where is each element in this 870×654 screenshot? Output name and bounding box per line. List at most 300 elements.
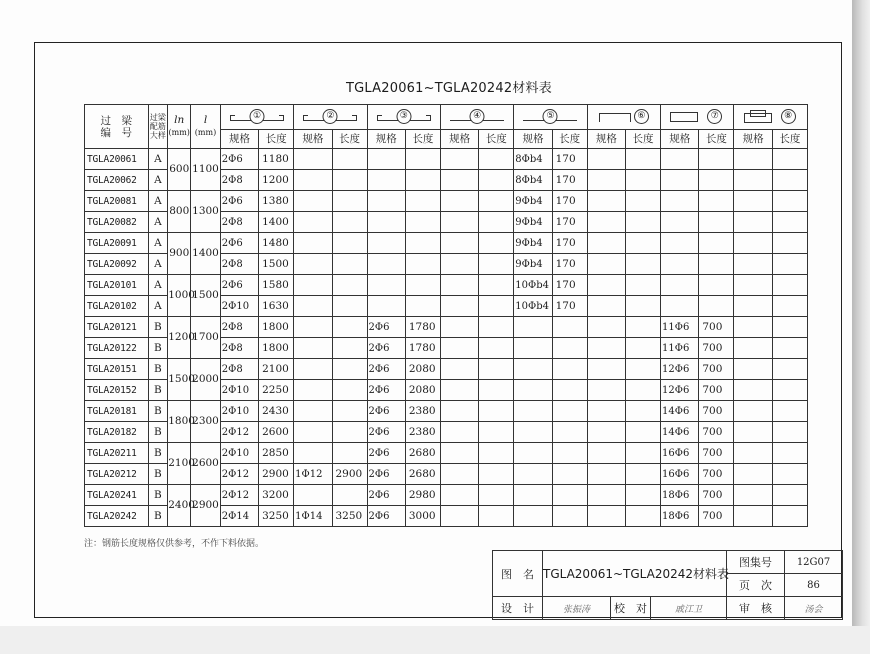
bar-length: [405, 149, 440, 170]
bar-length: [552, 464, 587, 485]
straight-hook-bar-icon: ③: [373, 110, 435, 124]
span-ln: 900: [168, 233, 191, 275]
bar-spec: [734, 359, 772, 380]
rebar-type: B: [148, 485, 168, 506]
bar-spec: 2Φ12: [220, 464, 258, 485]
bar-spec: [661, 212, 699, 233]
bar-length: 700: [699, 317, 734, 338]
scan-margin: [0, 626, 870, 654]
rebar-type: A: [148, 275, 168, 296]
span-ln: 1500: [168, 359, 191, 401]
span-l: 1100: [191, 149, 221, 191]
bar-length: [699, 191, 734, 212]
bar-spec: [440, 464, 478, 485]
bar-spec: [440, 149, 478, 170]
bar-spec: [734, 443, 772, 464]
header-length: 长度: [405, 130, 440, 149]
bar-spec: 2Φ6: [367, 506, 405, 527]
header-length: 长度: [479, 130, 514, 149]
rebar-type: B: [148, 506, 168, 527]
bar-spec: [734, 401, 772, 422]
bar-length: [626, 443, 661, 464]
table-row: [85, 359, 808, 380]
bar-length: [772, 359, 807, 380]
bar-spec: [294, 149, 332, 170]
bar-length: [626, 275, 661, 296]
bar-length: 700: [699, 485, 734, 506]
bar-spec: [440, 212, 478, 233]
bar-spec: [440, 275, 478, 296]
beam-code: TGLA20152: [85, 380, 149, 401]
bar-spec: [587, 506, 625, 527]
bar-spec: 11Φ6: [661, 317, 699, 338]
bar-length: [772, 275, 807, 296]
bar-spec: 2Φ10: [220, 380, 258, 401]
bar-spec: [294, 485, 332, 506]
bar-spec: 2Φ8: [220, 254, 258, 275]
bar-length: [479, 191, 514, 212]
bar-length: [479, 170, 514, 191]
bar-spec: [294, 170, 332, 191]
bar-spec: [734, 170, 772, 191]
span-l: 1700: [191, 317, 221, 359]
table-row: [85, 401, 808, 422]
beam-code: TGLA20242: [85, 506, 149, 527]
bar-spec: 2Φ6: [367, 317, 405, 338]
bar-length: [405, 170, 440, 191]
rebar-type: B: [148, 422, 168, 443]
bar-spec: [587, 191, 625, 212]
bar-length: 2850: [259, 443, 294, 464]
bar-length: [479, 233, 514, 254]
bar-length: [772, 296, 807, 317]
bar-spec: 2Φ6: [220, 191, 258, 212]
designer-signature: 张振涛: [543, 597, 611, 620]
bar-length: [332, 485, 367, 506]
bar-length: 3200: [259, 485, 294, 506]
bar-spec: 2Φ14: [220, 506, 258, 527]
bar-length: 1200: [259, 170, 294, 191]
bar-length: [626, 233, 661, 254]
bar-length: [405, 296, 440, 317]
bar-length: 1480: [259, 233, 294, 254]
bar-length: 170: [552, 233, 587, 254]
bar-spec: [294, 401, 332, 422]
bar-length: [332, 317, 367, 338]
bar-spec: 2Φ6: [220, 233, 258, 254]
rebar-type: B: [148, 317, 168, 338]
tb-drawing-name: TGLA20061~TGLA20242材料表: [543, 551, 727, 597]
bar-spec: [734, 464, 772, 485]
bar-spec: [587, 233, 625, 254]
bar-length: [772, 485, 807, 506]
bar-spec: [661, 296, 699, 317]
bar-length: 3250: [332, 506, 367, 527]
bar-length: [772, 170, 807, 191]
header-length: 长度: [626, 130, 661, 149]
bar-length: [479, 254, 514, 275]
bar-length: [552, 443, 587, 464]
rebar-type: B: [148, 338, 168, 359]
header-rebar-type: 过梁配筋大样: [148, 105, 168, 149]
bar-spec: 2Φ6: [367, 338, 405, 359]
bar-length: [626, 317, 661, 338]
bar-length: [479, 275, 514, 296]
bar-length: [772, 380, 807, 401]
bar-length: [772, 254, 807, 275]
bar-length: [552, 380, 587, 401]
bar-spec: [294, 359, 332, 380]
span-l: 2600: [191, 443, 221, 485]
bar-spec: 10Φb4: [514, 275, 552, 296]
bar-spec: [440, 254, 478, 275]
beam-code: TGLA20061: [85, 149, 149, 170]
beam-code: TGLA20062: [85, 170, 149, 191]
beam-code: TGLA20151: [85, 359, 149, 380]
bar-spec: [734, 254, 772, 275]
bar-length: [332, 443, 367, 464]
bar-spec: [440, 317, 478, 338]
bar-length: 3000: [405, 506, 440, 527]
beam-code: TGLA20182: [85, 422, 149, 443]
bar-spec: [367, 149, 405, 170]
bar-spec: 12Φ6: [661, 380, 699, 401]
beam-code: TGLA20211: [85, 443, 149, 464]
bar-spec: [514, 401, 552, 422]
header-bar-3: [367, 105, 440, 130]
bar-length: [479, 149, 514, 170]
bar-spec: 2Φ6: [367, 359, 405, 380]
bar-spec: [367, 233, 405, 254]
bar-spec: [367, 170, 405, 191]
header-bar-8: [734, 105, 808, 130]
bar-spec: 11Φ6: [661, 338, 699, 359]
bar-length: [699, 254, 734, 275]
bar-spec: [734, 296, 772, 317]
bar-length: 2600: [259, 422, 294, 443]
bar-length: [699, 233, 734, 254]
header-spec: 规格: [367, 130, 405, 149]
bar-length: 1580: [259, 275, 294, 296]
bar-spec: 16Φ6: [661, 464, 699, 485]
rebar-type: B: [148, 401, 168, 422]
rebar-type: A: [148, 296, 168, 317]
beam-code: TGLA20091: [85, 233, 149, 254]
table-row: [85, 317, 808, 338]
bar-spec: 2Φ12: [220, 422, 258, 443]
table-row: [85, 149, 808, 170]
bar-spec: [587, 275, 625, 296]
bar-spec: 2Φ12: [220, 485, 258, 506]
header-length: 长度: [552, 130, 587, 149]
bar-spec: 18Φ6: [661, 485, 699, 506]
stirrup-icon: ⑦: [666, 109, 728, 125]
bar-length: [626, 380, 661, 401]
bar-spec: [734, 338, 772, 359]
bar-length: [626, 191, 661, 212]
span-l: 2000: [191, 359, 221, 401]
bar-spec: [294, 212, 332, 233]
bar-length: [332, 233, 367, 254]
bar-spec: [294, 380, 332, 401]
bar-length: [626, 401, 661, 422]
bar-length: 170: [552, 170, 587, 191]
header-bar-6: [587, 105, 660, 130]
header-bar-1: [220, 105, 293, 130]
bar-length: 1180: [259, 149, 294, 170]
bar-length: [772, 443, 807, 464]
tb-page-no: 86: [785, 574, 843, 597]
bar-length: [479, 296, 514, 317]
beam-code: TGLA20241: [85, 485, 149, 506]
bar-spec: 2Φ8: [220, 317, 258, 338]
header-length: 长度: [772, 130, 807, 149]
bar-spec: 12Φ6: [661, 359, 699, 380]
bar-spec: [734, 233, 772, 254]
beam-code: TGLA20081: [85, 191, 149, 212]
title-block: [492, 550, 843, 620]
bar-spec: [440, 380, 478, 401]
bar-spec: [734, 317, 772, 338]
span-l: 1500: [191, 275, 221, 317]
bar-spec: 9Φb4: [514, 254, 552, 275]
bar-length: [626, 464, 661, 485]
bar-spec: [734, 422, 772, 443]
beam-code: TGLA20101: [85, 275, 149, 296]
bar-length: [479, 380, 514, 401]
bar-spec: [367, 254, 405, 275]
bar-length: [699, 212, 734, 233]
bar-spec: [294, 443, 332, 464]
bar-length: 700: [699, 422, 734, 443]
bar-length: 1780: [405, 317, 440, 338]
double-stirrup-icon: ⑧: [740, 109, 802, 125]
bar-length: 2100: [259, 359, 294, 380]
beam-code: TGLA20121: [85, 317, 149, 338]
bar-spec: [587, 338, 625, 359]
bar-length: [332, 254, 367, 275]
bar-spec: 2Φ8: [220, 170, 258, 191]
header-spec: 规格: [587, 130, 625, 149]
bar-length: 1500: [259, 254, 294, 275]
bar-spec: [440, 296, 478, 317]
bar-spec: 10Φb4: [514, 296, 552, 317]
bar-length: 1800: [259, 317, 294, 338]
bar-length: [772, 191, 807, 212]
bar-length: 2080: [405, 380, 440, 401]
bar-length: [626, 359, 661, 380]
table-row: [85, 191, 808, 212]
bar-length: [626, 254, 661, 275]
bar-spec: [514, 359, 552, 380]
bar-length: 700: [699, 401, 734, 422]
span-ln: 1200: [168, 317, 191, 359]
rebar-type: B: [148, 359, 168, 380]
bar-spec: 2Φ6: [367, 401, 405, 422]
bar-length: [772, 233, 807, 254]
bar-spec: [514, 422, 552, 443]
bar-length: 700: [699, 338, 734, 359]
bar-spec: [587, 380, 625, 401]
bar-spec: [587, 464, 625, 485]
bar-length: 170: [552, 149, 587, 170]
header-spec: 规格: [294, 130, 332, 149]
bar-length: 170: [552, 254, 587, 275]
rebar-type: B: [148, 443, 168, 464]
bar-length: [552, 317, 587, 338]
bar-length: [405, 191, 440, 212]
table-row: [85, 275, 808, 296]
reviewer-signature: 汤会: [785, 597, 843, 620]
bar-spec: [440, 506, 478, 527]
span-l: 2300: [191, 401, 221, 443]
bar-spec: 2Φ10: [220, 401, 258, 422]
bar-spec: 2Φ6: [367, 485, 405, 506]
bar-spec: 2Φ6: [367, 464, 405, 485]
header-spec: 规格: [734, 130, 772, 149]
table-row: [85, 443, 808, 464]
bar-spec: [440, 338, 478, 359]
bar-spec: [514, 485, 552, 506]
material-table: [84, 104, 808, 527]
header-spec: 规格: [661, 130, 699, 149]
straight-bar-icon: ④: [446, 110, 508, 124]
bar-length: [479, 506, 514, 527]
span-ln: 2400: [168, 485, 191, 527]
header-bar-2: [294, 105, 367, 130]
bar-spec: [440, 485, 478, 506]
span-ln: 2100: [168, 443, 191, 485]
u-bar-icon: ⑥: [593, 109, 655, 125]
bar-spec: [734, 191, 772, 212]
bar-length: 700: [699, 464, 734, 485]
bar-length: [699, 170, 734, 191]
bar-length: 1630: [259, 296, 294, 317]
bar-spec: 8Φb4: [514, 149, 552, 170]
bar-length: 1800: [259, 338, 294, 359]
bar-length: [772, 401, 807, 422]
bar-spec: 2Φ6: [220, 149, 258, 170]
bar-spec: [734, 506, 772, 527]
bar-spec: [440, 422, 478, 443]
bar-spec: [587, 317, 625, 338]
header-spec: 规格: [514, 130, 552, 149]
bar-length: [772, 422, 807, 443]
bar-length: [479, 212, 514, 233]
bar-length: 170: [552, 296, 587, 317]
tb-design-label: 设 计: [493, 597, 543, 620]
bar-length: 1400: [259, 212, 294, 233]
bar-spec: 2Φ6: [367, 380, 405, 401]
rebar-type: B: [148, 464, 168, 485]
header-beam: 过 梁 编 号: [85, 105, 149, 149]
bar-length: [479, 401, 514, 422]
bar-spec: 2Φ6: [220, 275, 258, 296]
bar-spec: [440, 359, 478, 380]
header-length: 长度: [332, 130, 367, 149]
bar-length: [479, 464, 514, 485]
bar-length: [332, 401, 367, 422]
tb-atlas-label: 图集号: [727, 551, 785, 574]
bar-spec: [514, 464, 552, 485]
beam-code: TGLA20181: [85, 401, 149, 422]
bar-length: [626, 422, 661, 443]
bar-spec: [734, 212, 772, 233]
bar-spec: 1Φ12: [294, 464, 332, 485]
span-ln: 1800: [168, 401, 191, 443]
footnote: 注：钢筋长度规格仅供参考，不作下料依据。: [84, 539, 265, 549]
bar-spec: [440, 233, 478, 254]
bar-length: [332, 296, 367, 317]
bar-spec: [734, 485, 772, 506]
bar-spec: [587, 359, 625, 380]
bar-length: 2430: [259, 401, 294, 422]
bar-spec: 9Φb4: [514, 233, 552, 254]
bar-length: [552, 338, 587, 359]
bar-spec: [294, 422, 332, 443]
bar-spec: [661, 233, 699, 254]
bar-spec: [514, 317, 552, 338]
bar-length: [699, 149, 734, 170]
bar-length: [405, 254, 440, 275]
bar-spec: 18Φ6: [661, 506, 699, 527]
bar-length: [332, 359, 367, 380]
bar-length: [332, 191, 367, 212]
bar-length: 2680: [405, 443, 440, 464]
bar-length: 1780: [405, 338, 440, 359]
bar-spec: [587, 212, 625, 233]
bar-length: 3250: [259, 506, 294, 527]
bar-length: [332, 422, 367, 443]
bar-length: [772, 338, 807, 359]
bar-length: 2380: [405, 422, 440, 443]
bar-spec: 8Φb4: [514, 170, 552, 191]
span-l: 1400: [191, 233, 221, 275]
bar-spec: [661, 254, 699, 275]
beam-code: TGLA20212: [85, 464, 149, 485]
header-bar-5: [514, 105, 587, 130]
header-bar-4: [440, 105, 513, 130]
bar-length: [772, 464, 807, 485]
bar-length: [405, 233, 440, 254]
header-length: 长度: [699, 130, 734, 149]
checker-signature: 戚江卫: [651, 597, 727, 620]
page-edge: [852, 0, 870, 626]
bar-spec: 2Φ10: [220, 296, 258, 317]
bar-length: [552, 485, 587, 506]
bar-length: [626, 506, 661, 527]
bar-spec: [294, 233, 332, 254]
bar-length: 170: [552, 191, 587, 212]
bar-length: [479, 485, 514, 506]
straight-hook-bar-icon: ②: [299, 110, 361, 124]
bar-spec: [661, 170, 699, 191]
bar-spec: [734, 380, 772, 401]
bar-length: [699, 275, 734, 296]
bar-length: [772, 317, 807, 338]
bar-spec: [587, 485, 625, 506]
bar-spec: [294, 338, 332, 359]
bar-length: 2900: [332, 464, 367, 485]
bar-spec: [367, 275, 405, 296]
bar-spec: [734, 149, 772, 170]
bar-spec: [661, 191, 699, 212]
bar-spec: [367, 191, 405, 212]
bar-spec: 9Φb4: [514, 191, 552, 212]
header-bar-7: [661, 105, 734, 130]
bar-length: 2980: [405, 485, 440, 506]
bar-spec: 1Φ14: [294, 506, 332, 527]
